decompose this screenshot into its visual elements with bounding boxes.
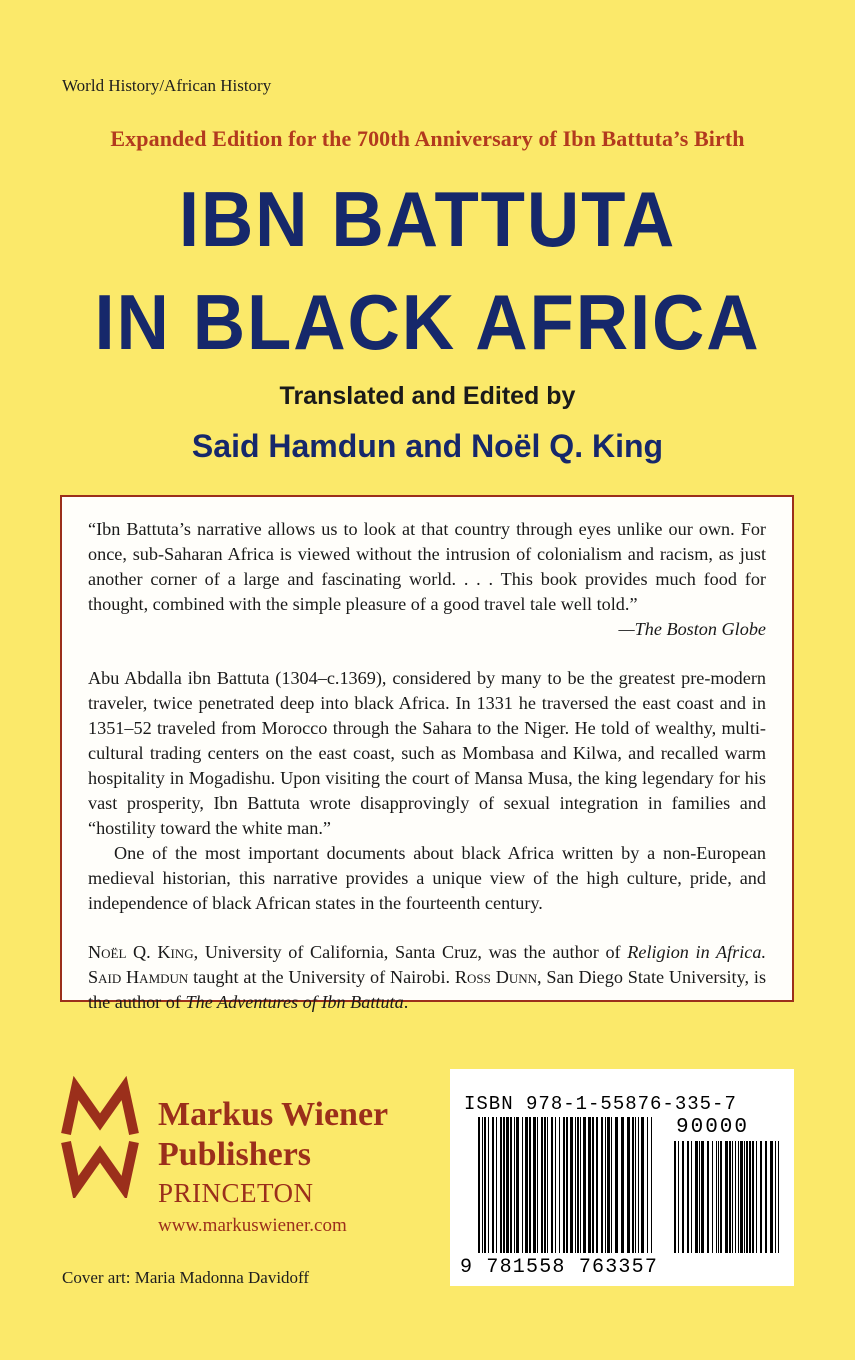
bio-hamdun-text: taught at the University of Nairobi. [188,967,455,987]
bio-end: . [403,992,409,1012]
publisher-name-line2: Publishers [158,1136,312,1173]
book-title-line1: IBN BATTUTA [178,175,677,263]
isbn-number: ISBN 978-1-55876-335-7 [464,1093,737,1115]
review-source: —The Boston Globe [618,619,766,639]
bio-dunn-text: , San Diego State University, is the author of [88,967,767,1012]
blurb-box [60,495,794,1012]
price-code: 90000 [676,1116,750,1139]
description-paragraph-2: One of the most important documents about black Africa written by a non-European medieval historian, this narrative provides a unique view of the high culture, pride, and independence of black African states in the fourteenth century. [88,843,766,913]
publisher-logo-icon [58,1076,142,1198]
bio-king-book: Religion in Africa. [627,942,767,962]
barcode-number: 9 781558 763357 [460,1256,659,1279]
description-paragraph-1: Abu Abdalla ibn Battuta (1304–c.1369), considered by many to be the greatest pre-modern traveler, twice penetrated deep into black Africa. In 1331 he traversed the east coast and in 1351–52 traveled from Morocco through the Sahara to the Niger. He told of wealthy, multi-cultural trading centers on the east coast, such as Mombasa and Kilwa, and recalled warm hospitality in Mogadishu. Upon visiting the court of Mansa Musa, the king legendary for his vast prosperity, Ibn Battuta wrote disapprovingly of sexual integration in families and “hostility toward the white man.” [88,668,766,838]
publisher-website: www.markuswiener.com [158,1215,347,1236]
bio-king-name: Noël Q. King [88,942,194,962]
review-quote: “Ibn Battuta’s narrative allows us to look at that country through eyes unlike our own. For once, sub-Saharan Africa is viewed without the intrusion of colonialism and racism, as just another corner of a large and fascinating world. . . . This book provides much food for thought, combined with the simple pleasure of a good travel tale well told.” [88,519,766,614]
translated-by: Translated and Edited by [279,382,576,410]
author-bios [88,940,766,1015]
category-label: World History/African History [62,76,272,95]
edition-note: Expanded Edition for the 700th Anniversary of Ibn Battuta’s Birth [110,126,745,151]
book-title-line2: IN BLACK AFRICA [94,278,761,366]
bio-dunn-name: Ross Dunn [454,967,537,987]
bio-king-text: , University of California, Santa Cruz, was the author of [193,942,628,962]
bio-dunn-book: The Adventures of Ibn Battuta [185,992,404,1012]
editors: Said Hamdun and Noël Q. King [191,428,664,464]
bio-hamdun-name: Said Hamdun [88,967,189,987]
publisher-name-line1: Markus Wiener [158,1096,389,1133]
cover-art-credit: Cover art: Maria Madonna Davidoff [62,1268,310,1287]
barcode-panel [450,1069,794,1286]
publisher-city: PRINCETON [158,1178,314,1208]
